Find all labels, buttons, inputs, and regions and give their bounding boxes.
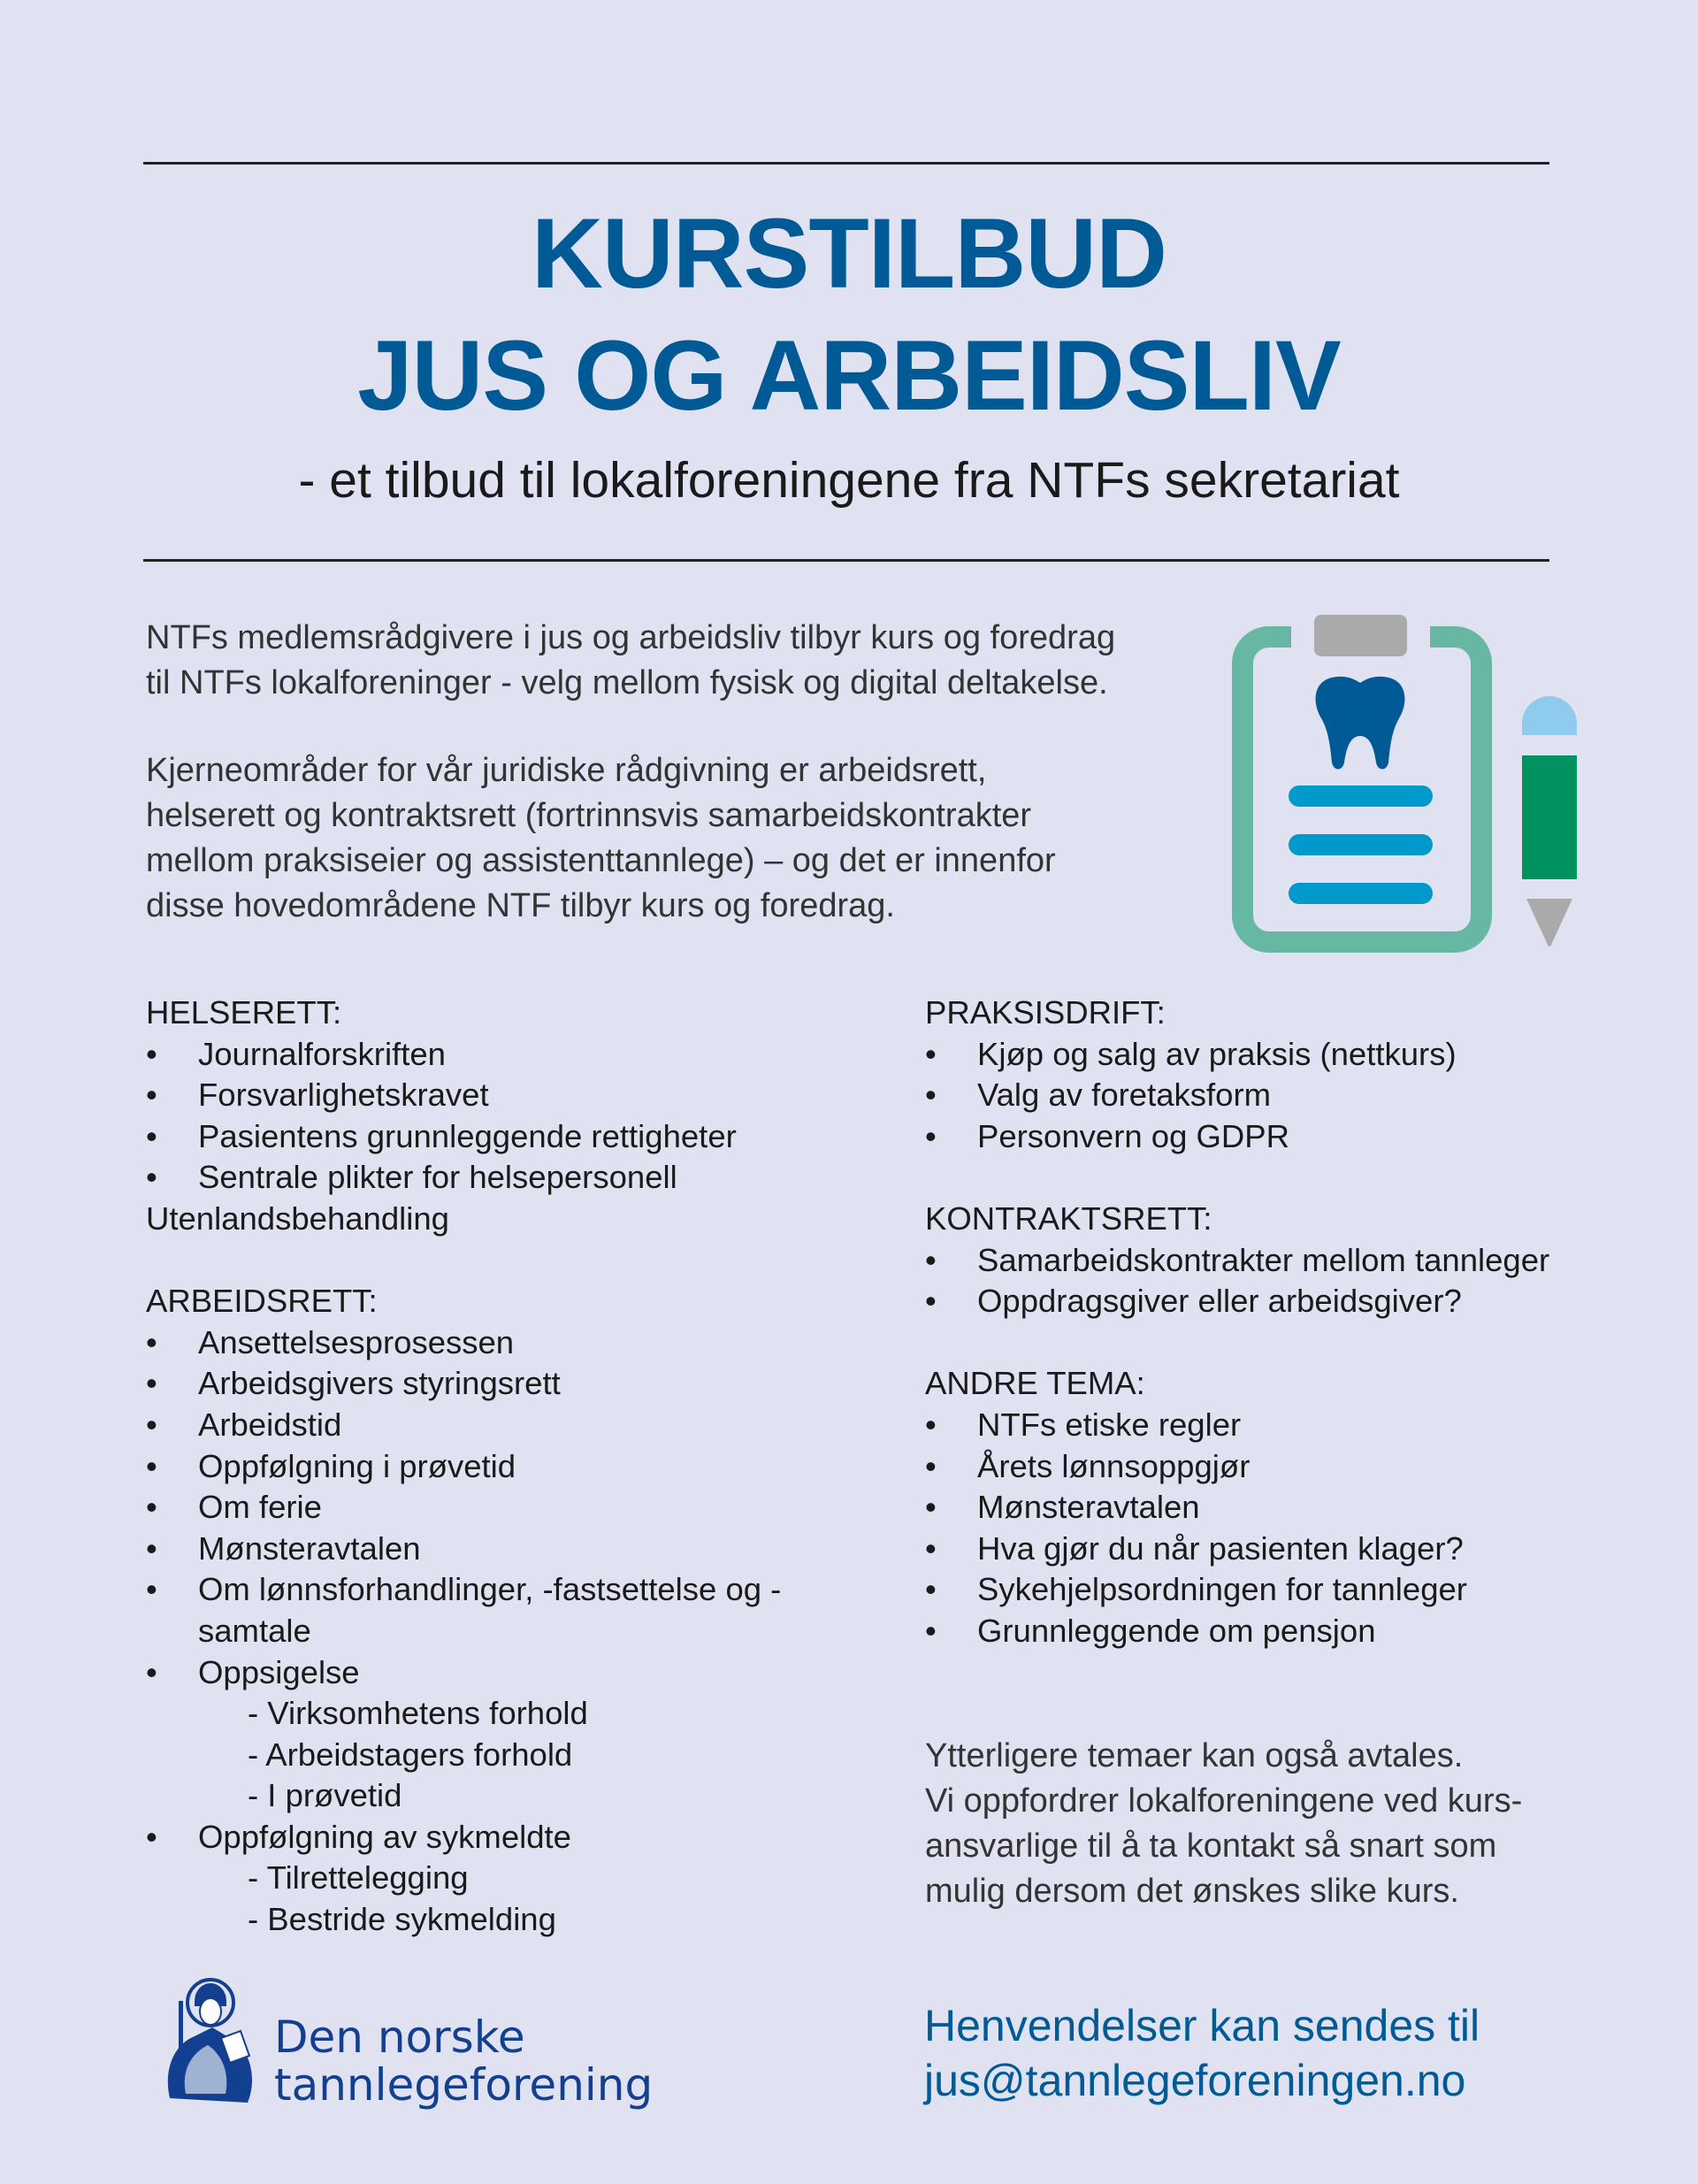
list-item: • Grunnleggende om pensjon	[925, 1611, 1650, 1652]
ntf-logo-icon	[159, 1974, 256, 2111]
list-item: • Om lønnsforhandlinger, -fastsettelse og -samtale	[146, 1569, 853, 1651]
list-item: - I prøvetid	[248, 1777, 402, 1814]
list-item: - Arbeidstagers forhold	[248, 1736, 573, 1773]
intro-paragraph-1	[146, 616, 1207, 706]
list-item: • Arbeidsgivers styringsrett	[146, 1363, 853, 1405]
text-line: NTFs medlemsrådgivere i jus og arbeidsliv tilbyr kurs og foredrag	[146, 619, 1116, 656]
list-item: • Pasientens grunnleggende rettigheter	[146, 1116, 853, 1158]
list-item: - Tilrettelegging	[248, 1859, 469, 1897]
list-item: • Personvern og GDPR	[925, 1116, 1650, 1158]
spacer	[925, 1157, 1650, 1199]
list-item: • Hva gjør du når pasienten klager?	[925, 1529, 1650, 1570]
text-line: Kjerneområder for vår juridiske rådgivning er arbeidsrett,	[146, 752, 987, 789]
text-line: ansvarlige til å ta kontakt så snart som	[925, 1828, 1497, 1865]
title-line-1: KURSTILBUD	[532, 198, 1166, 309]
text-line: Ytterligere temaer kan også avtales.	[925, 1737, 1464, 1774]
contact-email-link[interactable]: jus@tannlegeforeningen.no	[924, 2056, 1466, 2105]
list-item: Utenlandsbehandling	[146, 1199, 449, 1237]
text-line: til NTFs lokalforeninger - velg mellom fysisk og digital deltakelse.	[146, 664, 1108, 701]
text-line: helserett og kontraktsrett (fortrinnsvis samarbeidskontrakter	[146, 797, 1032, 834]
logo-line-2: tannlegeforening	[274, 2059, 654, 2111]
section-heading: PRAKSISDRIFT:	[925, 994, 1166, 1031]
list-item: • Oppdragsgiver eller arbeidsgiver?	[925, 1281, 1650, 1322]
list-item: • Om ferie	[146, 1487, 853, 1529]
section-heading: HELSERETT:	[146, 994, 342, 1031]
title-line-2: JUS OG ARBEIDSLIV	[357, 320, 1341, 431]
right-topic-column	[925, 992, 1650, 1652]
text-line: mulig dersom det ønskes slike kurs.	[925, 1873, 1459, 1910]
left-topic-column	[146, 992, 853, 1941]
contact-info	[924, 1998, 1480, 2108]
list-item: • Journalforskriften	[146, 1034, 853, 1076]
list-item: • NTFs etiske regler	[925, 1405, 1650, 1446]
list-item: • Kjøp og salg av praksis (nettkurs)	[925, 1034, 1650, 1076]
list-item: - Bestride sykmelding	[248, 1901, 556, 1938]
spacer	[146, 1240, 853, 1282]
list-item: • Mønsteravtalen	[146, 1529, 853, 1570]
section-heading: KONTRAKTSRETT:	[925, 1199, 1212, 1237]
list-item: • Oppfølgning i prøvetid	[146, 1446, 853, 1488]
list-item: • Arbeidstid	[146, 1405, 853, 1446]
list-item: • Årets lønnsoppgjør	[925, 1446, 1650, 1488]
intro-paragraph-2	[146, 748, 1207, 929]
spacer	[925, 1322, 1650, 1364]
list-item: • Oppsigelse	[146, 1652, 853, 1694]
closing-paragraph	[925, 1734, 1615, 1914]
bottom-divider	[143, 559, 1549, 562]
contact-text: Henvendelser kan sendes til	[924, 2001, 1480, 2050]
list-item: • Sykehjelpsordningen for tannleger	[925, 1569, 1650, 1611]
text-line: disse hovedområdene NTF tilbyr kurs og foredrag.	[146, 887, 895, 924]
section-heading: ANDRE TEMA:	[925, 1365, 1145, 1402]
list-item: • Oppfølgning av sykmeldte	[146, 1817, 853, 1858]
list-item: • Valg av foretaksform	[925, 1075, 1650, 1116]
section-heading: ARBEIDSRETT:	[146, 1283, 378, 1320]
list-item: • Mønsteravtalen	[925, 1487, 1650, 1529]
list-item: • Sentrale plikter for helsepersonell	[146, 1157, 853, 1199]
list-item: • Forsvarlighetskravet	[146, 1075, 853, 1116]
list-item: - Virksomhetens forhold	[248, 1695, 588, 1732]
clipboard-tooth-pencil-icon	[1220, 602, 1592, 973]
logo-wordmark	[274, 2013, 653, 2109]
text-line: mellom praksiseier og assistenttannlege) – og det er innenfor	[146, 842, 1056, 879]
logo-line-1: Den norske	[274, 2012, 525, 2063]
list-item: • Samarbeidskontrakter mellom tannleger	[925, 1240, 1650, 1282]
list-item: • Ansettelsesprosessen	[146, 1322, 853, 1364]
top-divider	[143, 162, 1549, 165]
subtitle: - et tilbud til lokalforeningene fra NTFs sekretariat	[298, 452, 1400, 509]
text-line: Vi oppfordrer lokalforeningene ved kurs-	[925, 1782, 1523, 1820]
